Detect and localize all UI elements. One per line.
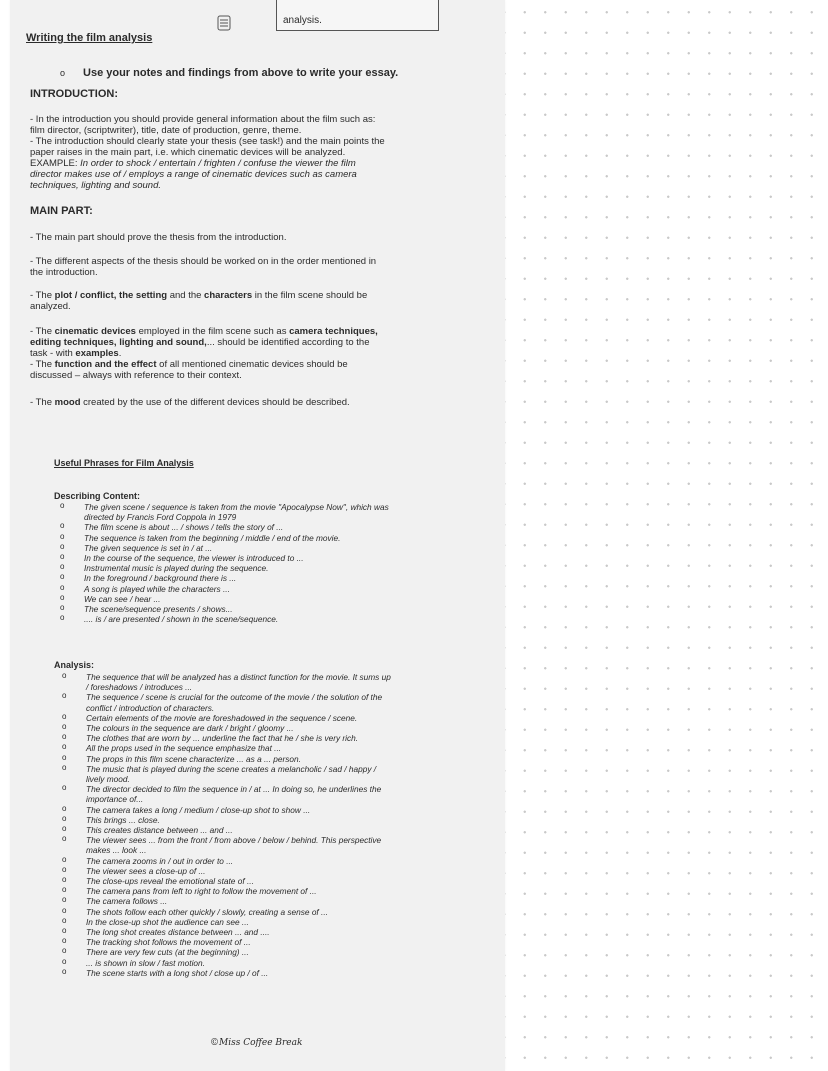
intro-line: - In the introduction you should provide general information about the film such as: [30,114,376,125]
main-paragraph-1: - The main part should prove the thesis from the introduction. [30,232,287,243]
list-item: o The camera follows ... [56,896,476,906]
emphasis: examples [75,348,119,359]
list-item: o In the foreground / background there is ... [54,573,474,583]
list-item: o All the props used in the sequence emphasize that ... [56,743,476,753]
example-text: director makes use of / employs a range of cinematic devices such as camera [30,169,357,180]
phrases-heading: Useful Phrases for Film Analysis [54,458,194,468]
list-item: o Instrumental music is played during the sequence. [54,563,474,573]
list-item: o This brings ... close. [56,815,476,825]
list-item: o The film scene is about ... / shows / tells the story of ... [54,522,474,532]
top-note-box [276,0,439,31]
list-item: o In the close-up shot the audience can see ... [56,917,476,927]
notepad-icon [217,14,231,31]
list-item: o The scene/sequence presents / shows... [54,604,474,614]
describing-list [54,502,474,624]
list-item: o The camera zooms in / out in order to ... [56,856,476,866]
main-line: the introduction. [30,267,98,278]
main-part-heading: MAIN PART: [30,205,93,217]
list-item-cont: / foreshadows / introduces ... [86,682,193,693]
list-item: o There are very few cuts (at the beginning) ... [56,947,476,957]
list-item: o The viewer sees ... from the front / from above / below / behind. This perspective [56,835,476,845]
writing-bullet [60,67,398,79]
emphasis: cinematic devices [54,326,136,337]
list-item: o ... is shown in slow / fast motion. [56,958,476,968]
intro-heading: INTRODUCTION: [30,88,118,100]
emphasis: plot / conflict, the setting [54,290,168,301]
main-paragraph-5: - The mood created by the use of the different devices should be described. [30,397,350,408]
writing-note: Use your notes and findings from above to write your essay. [83,67,399,79]
list-item-cont: makes ... look ... [86,845,147,856]
signature: ©Miss Coffee Break [210,1038,303,1048]
list-item: o The clothes that are worn by ... underline the fact that he / she is very rich. [56,733,476,743]
list-item: o A song is played while the characters ... [54,584,474,594]
list-item: o The close-ups reveal the emotional state of ... [56,876,476,886]
list-item: o The given scene / sequence is taken from the movie "Apocalypse Now", which was [54,502,474,512]
list-item-cont: directed by Francis Ford Coppola in 1979 [84,512,237,523]
list-item: o The scene starts with a long shot / close up / of ... [56,968,476,978]
list-item-cont: importance of... [86,794,144,805]
example-label: EXAMPLE: [30,158,78,169]
list-item: o The camera takes a long / medium / close-up shot to show ... [56,805,476,815]
list-item: o The given sequence is set in / at ... [54,543,474,553]
list-item: o We can see / hear ... [54,594,474,604]
bullet-icon: o [60,68,66,78]
list-item: o The sequence that will be analyzed has a distinct function for the movie. It sums up [56,672,476,682]
list-item: o The sequence / scene is crucial for the outcome of the movie / the solution of the [56,692,476,702]
list-item: o In the course of the sequence, the viewer is introduced to ... [54,553,474,563]
emphasis: function and the effect [54,359,157,370]
analysis-list [56,672,476,978]
emphasis: camera techniques, [289,326,378,337]
emphasis: characters [204,290,253,301]
list-item: o Certain elements of the movie are foreshadowed in the sequence / scene. [56,713,476,723]
main-line: - The different aspects of the thesis should be worked on in the order mentioned in [30,256,377,267]
scanned-worksheet [10,0,505,1071]
example-line [30,158,450,169]
list-item: o The long shot creates distance between ... and .... [56,927,476,937]
emphasis: mood [54,397,81,408]
list-item: o The props in this film scene characterize ... as a ... person. [56,754,476,764]
list-item: o The sequence is taken from the beginning / middle / end of the movie. [54,533,474,543]
writing-heading: Writing the film analysis [26,32,153,44]
main-paragraph-3: - The plot / conflict, the setting and the characters in the film scene should be analyzed. [30,290,368,312]
list-item: o The camera pans from left to right to follow the movement of ... [56,886,476,896]
intro-line: - The introduction should clearly state your thesis (see task!) and the main points the [30,136,385,147]
top-note-text: analysis. [283,15,322,26]
list-item: o .... is / are presented / shown in the scene/sequence. [54,614,474,624]
intro-paragraph [30,114,450,191]
intro-line: film director, (scriptwriter), title, date of production, genre, theme. [30,125,302,136]
list-item-cont: lively mood. [86,774,130,785]
describing-heading: Describing Content: [54,491,141,501]
main-paragraph-4: - The cinematic devices employed in the film scene such as camera techniques, editing techniques, lighting and sound,... should be identified according to the task - with examples. - The function and the effect of all mentioned cinematic devices should be discussed – always with reference to their context. [30,326,378,381]
list-item: o This creates distance between ... and ... [56,825,476,835]
list-item: o The colours in the sequence are dark / bright / gloomy ... [56,723,476,733]
emphasis: editing techniques, lighting and sound, [30,337,207,348]
main-paragraph-2 [30,256,450,278]
list-item: o The shots follow each other quickly / slowly, creating a sense of ... [56,907,476,917]
intro-line: paper raises in the main part, i.e. which cinematic devices will be analyzed. [30,147,346,158]
example-text: techniques, lighting and sound. [30,180,161,191]
example-text: In order to shock / entertain / frighten / confuse the viewer the film [80,158,356,169]
list-item: o The tracking shot follows the movement of ... [56,937,476,947]
list-item: o The viewer sees a close-up of ... [56,866,476,876]
list-item-cont: conflict / introduction of characters. [86,702,215,713]
list-item: o The music that is played during the scene creates a melancholic / sad / happy / [56,764,476,774]
analysis-heading: Analysis: [54,660,95,670]
list-item: o The director decided to film the sequence in / at ... In doing so, he underlines the [56,784,476,794]
